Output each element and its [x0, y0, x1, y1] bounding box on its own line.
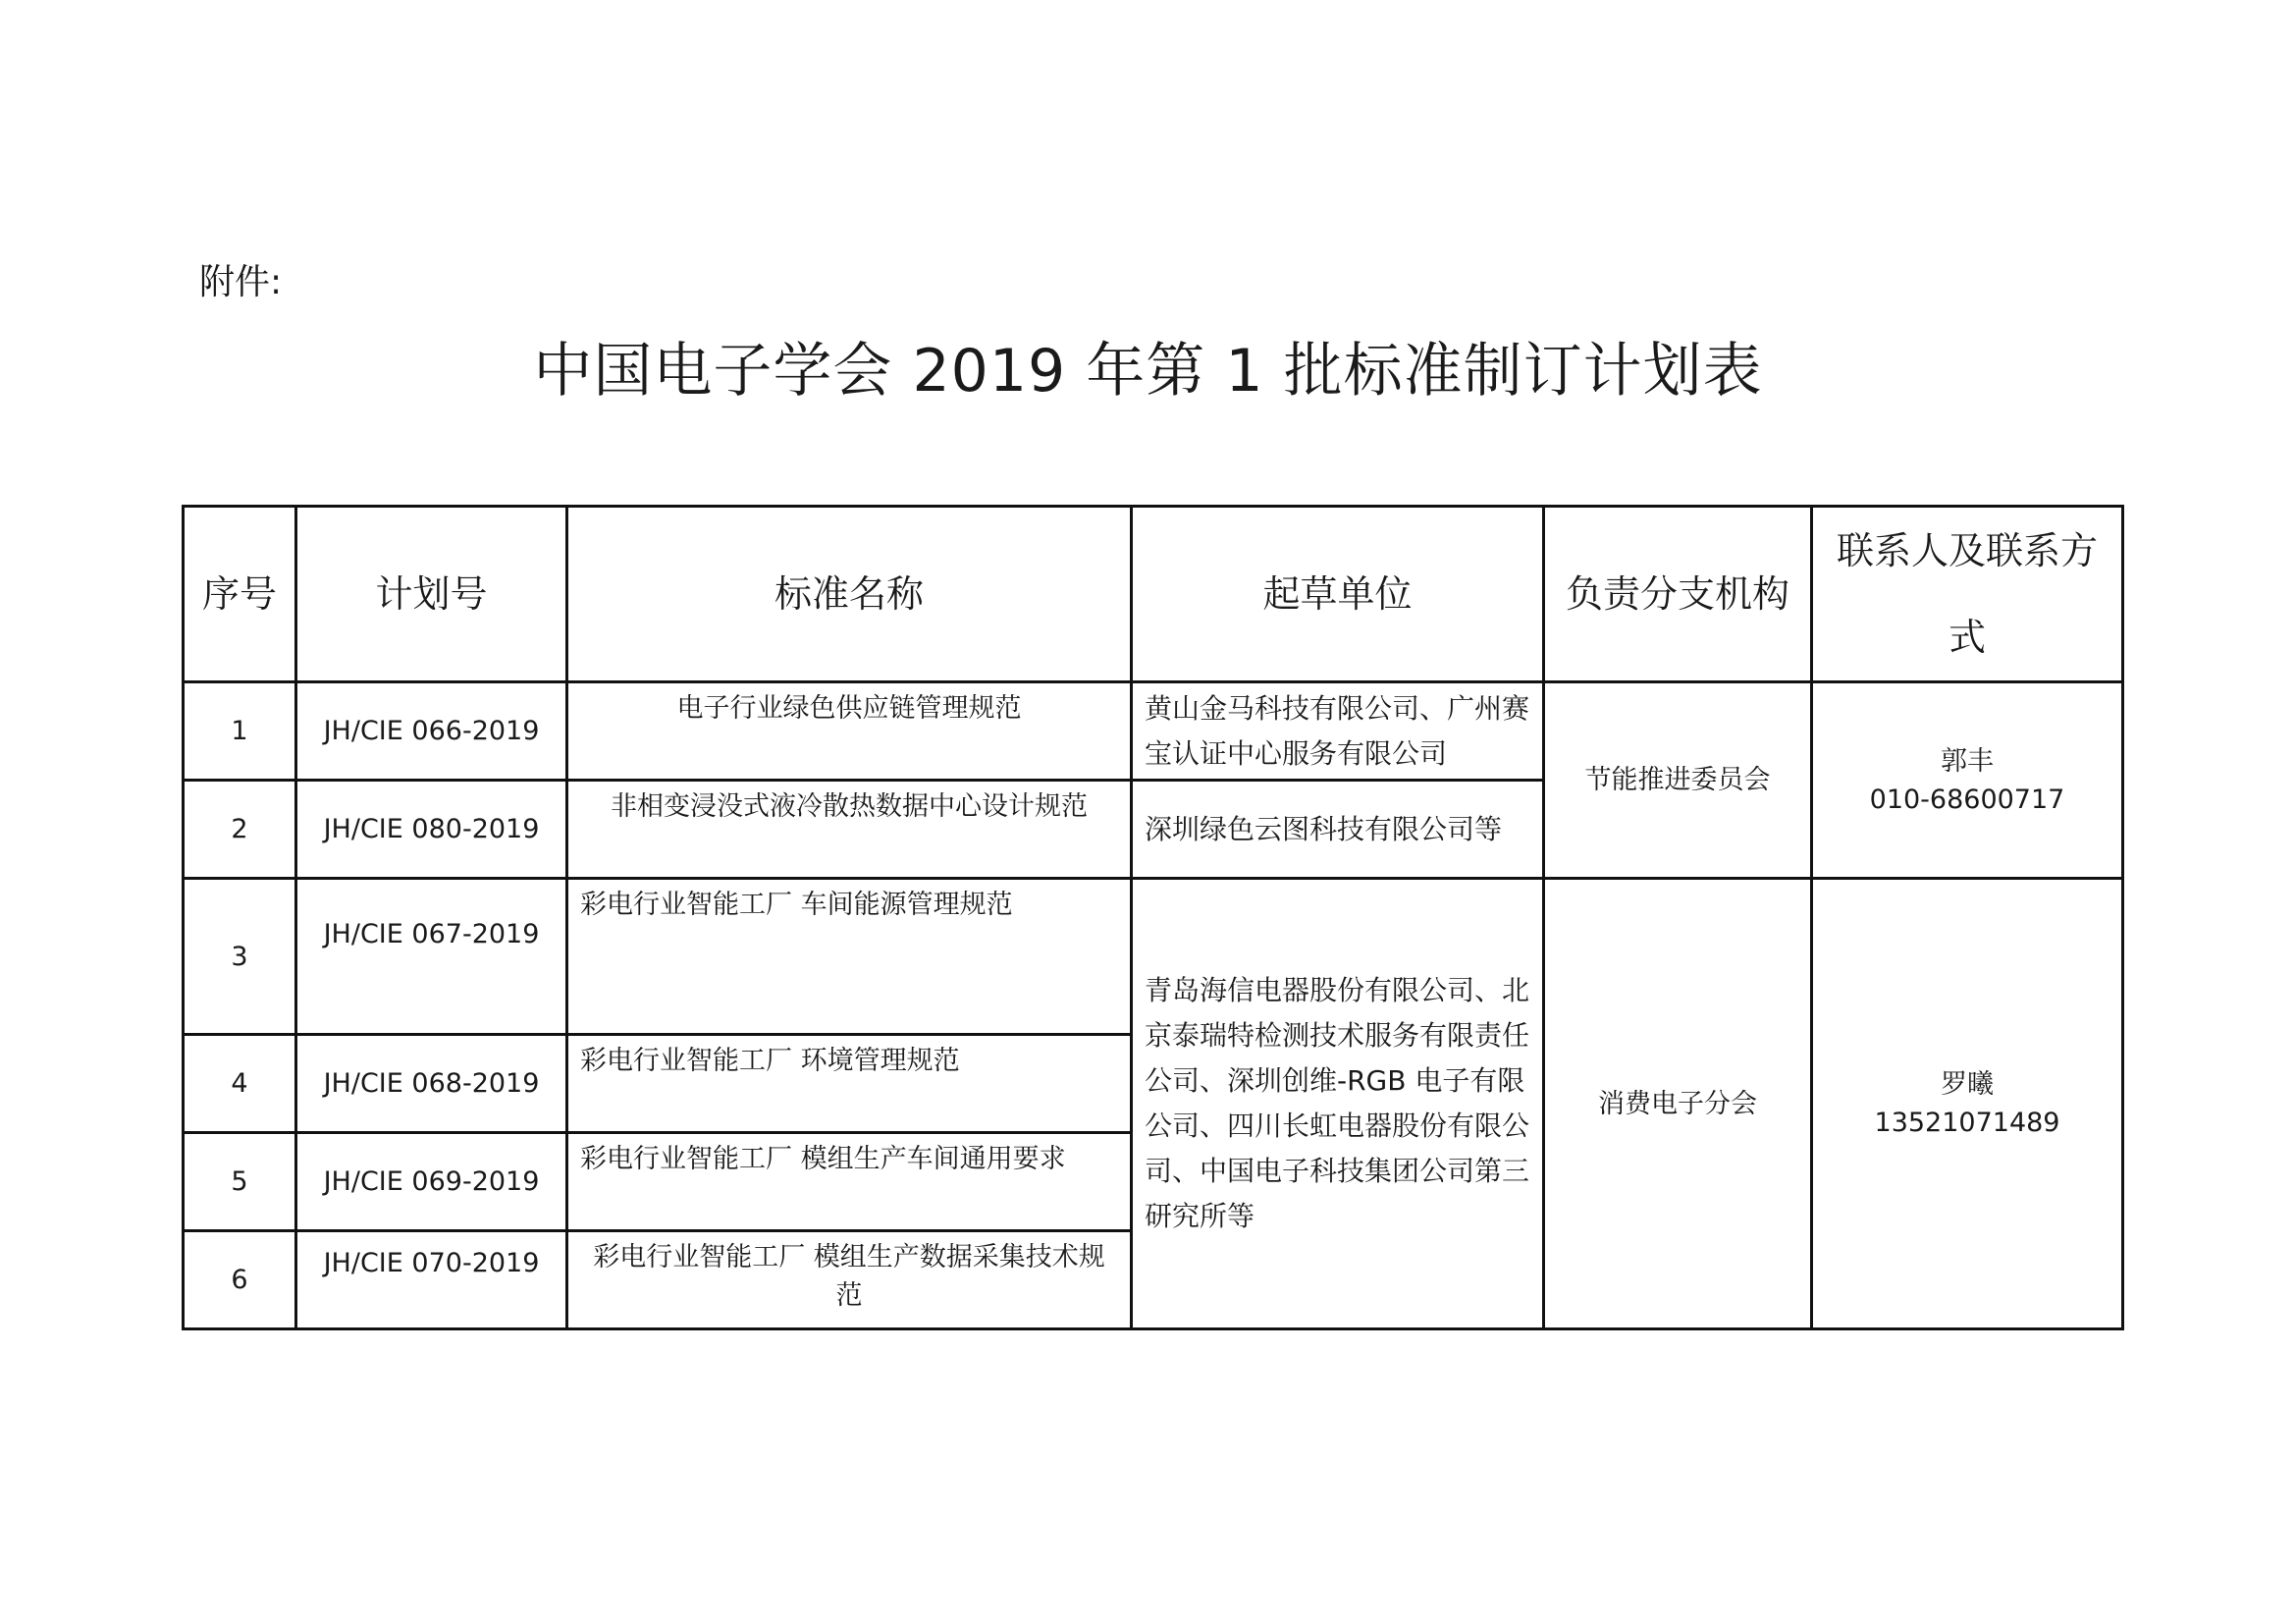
responsible-branch-cell: 节能推进委员会	[1544, 682, 1812, 879]
standard-name-cell: 彩电行业智能工厂 环境管理规范	[567, 1035, 1132, 1133]
serial-no-cell: 4	[184, 1035, 296, 1133]
drafting-unit-cell: 深圳绿色云图科技有限公司等	[1132, 781, 1544, 879]
standard-name-cell: 彩电行业智能工厂 模组生产数据采集技术规范	[567, 1231, 1132, 1329]
serial-no-cell: 1	[184, 682, 296, 781]
serial-no-cell: 2	[184, 781, 296, 879]
plan-no-cell: JH/CIE 066-2019	[296, 682, 567, 781]
serial-no-cell: 3	[184, 879, 296, 1035]
serial-no-cell: 6	[184, 1231, 296, 1329]
contact-cell	[1812, 682, 2123, 879]
attachment-label: 附件:	[199, 262, 283, 302]
plan-no-cell: JH/CIE 070-2019	[296, 1231, 567, 1329]
serial-no-cell: 5	[184, 1133, 296, 1231]
plan-no-cell: JH/CIE 068-2019	[296, 1035, 567, 1133]
contact-name: 郭丰	[1941, 745, 1994, 777]
standard-name-cell: 电子行业绿色供应链管理规范	[567, 682, 1132, 781]
table-header-row	[184, 507, 2123, 682]
header-plan-no: 计划号	[296, 507, 567, 682]
table-row	[184, 682, 2123, 781]
responsible-branch-cell: 消费电子分会	[1544, 879, 1812, 1329]
plan-no-cell: JH/CIE 069-2019	[296, 1133, 567, 1231]
header-contact: 联系人及联系方式	[1812, 507, 2123, 682]
standard-name-cell: 彩电行业智能工厂 车间能源管理规范	[567, 879, 1132, 1035]
plan-no-cell: JH/CIE 067-2019	[296, 879, 567, 1035]
contact-cell	[1812, 879, 2123, 1329]
drafting-unit-cell: 黄山金马科技有限公司、广州赛宝认证中心服务有限公司	[1132, 682, 1544, 781]
standard-name-cell: 非相变浸没式液冷散热数据中心设计规范	[567, 781, 1132, 879]
header-responsible-branch: 负责分支机构	[1544, 507, 1812, 682]
table-row	[184, 879, 2123, 1035]
contact-phone: 13521071489	[1874, 1108, 2060, 1138]
standard-name-cell: 彩电行业智能工厂 模组生产车间通用要求	[567, 1133, 1132, 1231]
drafting-unit-cell: 青岛海信电器股份有限公司、北京泰瑞特检测技术服务有限责任公司、深圳创维-RGB 电子有限公司、四川长虹电器股份有限公司、中国电子科技集团公司第三研究所等	[1132, 879, 1544, 1329]
standards-plan-table	[182, 505, 2124, 1330]
page-title: 中国电子学会 2019 年第 1 批标准制订计划表	[533, 337, 1763, 406]
header-standard-name: 标准名称	[567, 507, 1132, 682]
contact-name: 罗曦	[1941, 1069, 1994, 1100]
header-drafting-unit: 起草单位	[1132, 507, 1544, 682]
plan-no-cell: JH/CIE 080-2019	[296, 781, 567, 879]
contact-phone: 010-68600717	[1869, 784, 2065, 815]
header-serial-no: 序号	[184, 507, 296, 682]
